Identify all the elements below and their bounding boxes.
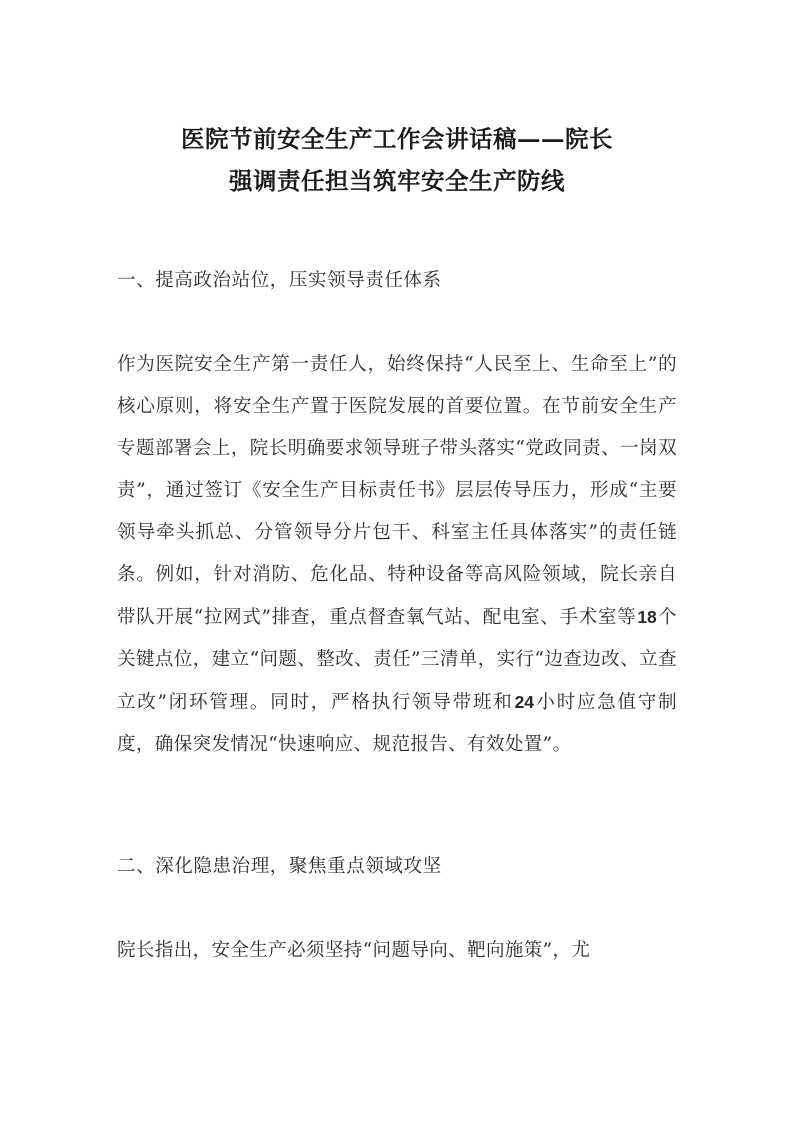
- page-title: [117, 0, 677, 202]
- spacer-section-2-heading-to-body: [117, 888, 677, 930]
- page-title-line-2: 强调责任担当筑牢安全生产防线: [229, 167, 565, 195]
- inline-text-run: 个关键点位，建立“问题、整改、责任”三清单，实行“边查边改、立查立改”闭环管理。同时，严格执行领导带班和: [117, 607, 677, 713]
- inline-text-run: 小时应急值守制度，确保突发情况“快速响应、规范报告、有效处置”。: [117, 692, 677, 755]
- spacer-title-to-section-1: [117, 202, 677, 260]
- page-title-line-1: 医院节前安全生产工作会讲话稿——院长: [181, 125, 613, 153]
- section-1-paragraph: [117, 344, 677, 766]
- section-heading-2: 二、深化隐患治理，聚焦重点领域攻坚: [117, 856, 442, 877]
- spacer-section-1-to-section-2: [117, 766, 677, 846]
- inline-text-run: 院长指出，安全生产必须坚持“问题导向、靶向施策”，尤: [117, 940, 591, 961]
- document-content-column: [117, 0, 677, 972]
- inline-number: 18: [637, 607, 657, 627]
- section-2-paragraph: [117, 930, 677, 972]
- spacer-section-1-heading-to-body: [117, 302, 677, 344]
- inline-number: 24: [514, 692, 535, 712]
- section-heading-1: 一、提高政治站位，压实领导责任体系: [117, 270, 442, 291]
- inline-text-run: 作为医院安全生产第一责任人，始终保持“人民至上、生命至上”的核心原则，将安全生产置于医院发展的首要位置。在节前安全生产专题部署会上，院长明确要求领导班子带头落实“党政同责、一岗双责”，通过签订《安全生产目标责任书》层层传导压力，形成“主要领导牵头抓总、分管领导分片包干、科室主任具体落实”的责任链条。例如，针对消防、危化品、特种设备等高风险领域，院长亲自带队开展“拉网式”排查，重点督查氧气站、配电室、手术室等: [117, 354, 677, 628]
